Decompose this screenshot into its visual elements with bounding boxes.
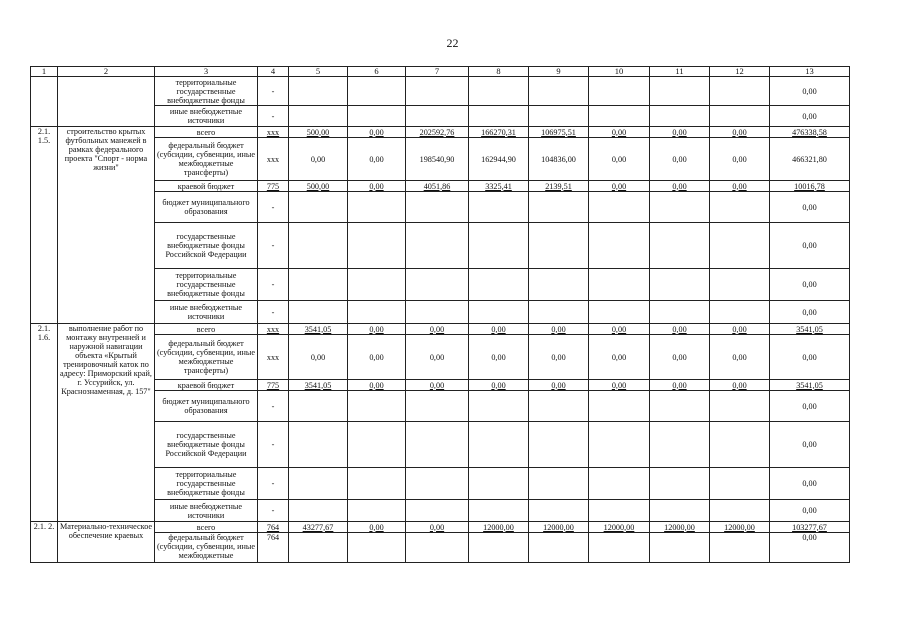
value-cell [469,223,529,269]
value-cell: 2139,51 [529,181,589,192]
funding-source-cell: бюджет муниципального образования [155,192,258,223]
value-cell [406,422,469,468]
funding-source-cell: территориальные государственные внебюджетные фонды [155,269,258,301]
value-cell: 0,00 [406,380,469,391]
row-number-cell: 2.1. 1.6. [31,324,58,522]
value-cell [406,77,469,106]
value-cell: 0,00 [589,335,650,380]
value-cell: 12000,00 [589,522,650,533]
value-cell [589,468,650,500]
funding-source-cell: федеральный бюджет (субсидии, субвенции, иные межбюджетные [155,533,258,563]
total-cell: 0,00 [770,269,850,301]
value-cell: 0,00 [710,181,770,192]
value-cell [469,468,529,500]
value-cell [710,192,770,223]
value-cell [406,500,469,522]
funding-source-cell: территориальные государственные внебюджетные фонды [155,468,258,500]
value-cell [589,106,650,127]
value-cell: 4051,86 [406,181,469,192]
total-cell: 466321,80 [770,138,850,181]
value-cell [529,192,589,223]
value-cell [710,77,770,106]
funding-source-cell: федеральный бюджет (субсидии, субвенции, иные межбюджетные трансферты) [155,138,258,181]
value-cell: 0,00 [710,138,770,181]
code-cell: - [258,269,289,301]
value-cell: 0,00 [529,335,589,380]
value-cell: 0,00 [650,127,710,138]
value-cell: 198540,90 [406,138,469,181]
value-cell: 0,00 [589,181,650,192]
row-number-cell: 2.1. 1.5. [31,127,58,324]
column-header: 2 [58,67,155,77]
value-cell [650,391,710,422]
value-cell: 43277,67 [289,522,348,533]
column-header: 9 [529,67,589,77]
code-cell: xxx [258,324,289,335]
value-cell: 166270,31 [469,127,529,138]
value-cell [406,269,469,301]
value-cell [650,301,710,324]
value-cell: 0,00 [589,127,650,138]
value-cell [529,269,589,301]
value-cell [289,106,348,127]
value-cell: 0,00 [289,335,348,380]
code-cell: - [258,468,289,500]
funding-source-cell: федеральный бюджет (субсидии, субвенции, иные межбюджетные трансферты) [155,335,258,380]
budget-table [30,66,850,563]
value-cell: 0,00 [710,324,770,335]
value-cell [650,533,710,563]
funding-source-cell: всего [155,522,258,533]
code-cell: 775 [258,181,289,192]
total-cell: 0,00 [770,192,850,223]
value-cell [406,533,469,563]
code-cell: - [258,500,289,522]
total-cell: 3541,05 [770,380,850,391]
value-cell [348,468,406,500]
value-cell [589,422,650,468]
value-cell [710,468,770,500]
value-cell: 0,00 [348,335,406,380]
measure-name-cell [58,77,155,127]
total-cell: 0,00 [770,77,850,106]
column-header: 6 [348,67,406,77]
value-cell [289,192,348,223]
total-cell: 103277,67 [770,522,850,533]
column-header: 8 [469,67,529,77]
value-cell [710,106,770,127]
value-cell [348,77,406,106]
value-cell: 0,00 [529,324,589,335]
table-row [31,324,850,335]
value-cell: 0,00 [348,380,406,391]
value-cell: 0,00 [710,127,770,138]
funding-source-cell: краевой бюджет [155,181,258,192]
value-cell [469,533,529,563]
value-cell [650,468,710,500]
value-cell: 0,00 [589,380,650,391]
code-cell: 764 [258,533,289,563]
value-cell [289,77,348,106]
value-cell [650,223,710,269]
value-cell [650,500,710,522]
total-cell: 476338,58 [770,127,850,138]
column-header: 5 [289,67,348,77]
table-row [31,127,850,138]
value-cell: 3541,05 [289,324,348,335]
value-cell [589,192,650,223]
measure-name-cell: строительство крытых футбольных манежей в рамках федерального проекта "Спорт - норма жизни" [58,127,155,324]
value-cell [406,391,469,422]
value-cell: 0,00 [710,380,770,391]
page-number: 22 [446,36,459,50]
value-cell [289,533,348,563]
value-cell [469,422,529,468]
value-cell: 0,00 [650,181,710,192]
column-header: 13 [770,67,850,77]
value-cell: 12000,00 [529,522,589,533]
total-cell: 10016,78 [770,181,850,192]
funding-source-cell: бюджет муниципального образования [155,391,258,422]
value-cell: 162944,90 [469,138,529,181]
value-cell [589,500,650,522]
value-cell [406,192,469,223]
value-cell [529,301,589,324]
value-cell [289,269,348,301]
column-header: 10 [589,67,650,77]
column-header: 11 [650,67,710,77]
value-cell [710,301,770,324]
funding-source-cell: иные внебюджетные источники [155,301,258,324]
code-cell: - [258,192,289,223]
header-row [31,67,850,77]
value-cell: 12000,00 [469,522,529,533]
value-cell [650,192,710,223]
code-cell: 764 [258,522,289,533]
value-cell: 0,00 [348,522,406,533]
funding-source-cell: всего [155,324,258,335]
value-cell [469,106,529,127]
value-cell [589,223,650,269]
code-cell: 775 [258,380,289,391]
value-cell [469,301,529,324]
value-cell [710,391,770,422]
total-cell: 3541,05 [770,324,850,335]
code-cell: - [258,223,289,269]
value-cell: 0,00 [589,324,650,335]
table-row [31,522,850,533]
code-cell: xxx [258,335,289,380]
funding-source-cell: государственные внебюджетные фонды Российской Федерации [155,223,258,269]
value-cell: 0,00 [348,324,406,335]
value-cell: 0,00 [469,380,529,391]
code-cell: - [258,391,289,422]
value-cell [650,269,710,301]
value-cell [469,500,529,522]
value-cell [348,533,406,563]
code-cell: - [258,77,289,106]
value-cell [348,223,406,269]
value-cell [348,500,406,522]
value-cell: 0,00 [529,380,589,391]
value-cell [650,106,710,127]
value-cell: 0,00 [650,324,710,335]
value-cell: 3325,41 [469,181,529,192]
value-cell [710,223,770,269]
total-cell: 0,00 [770,533,850,563]
value-cell: 0,00 [406,335,469,380]
code-cell: - [258,422,289,468]
measure-name-cell: выполнение работ по монтажу внутренней и наружной навигации объекта «Крытый тренировочный каток по адресу: Приморский край, г. Уссурийск, ул. Краснознаменная, д. 157" [58,324,155,522]
value-cell [289,500,348,522]
funding-source-cell: территориальные государственные внебюджетные фонды [155,77,258,106]
value-cell [289,468,348,500]
value-cell [289,301,348,324]
value-cell: 0,00 [348,127,406,138]
funding-source-cell: краевой бюджет [155,380,258,391]
total-cell: 0,00 [770,301,850,324]
value-cell [650,422,710,468]
value-cell [289,422,348,468]
value-cell: 106975,51 [529,127,589,138]
code-cell: xxx [258,138,289,181]
value-cell [589,269,650,301]
total-cell: 0,00 [770,391,850,422]
value-cell: 12000,00 [710,522,770,533]
value-cell [406,106,469,127]
value-cell [289,391,348,422]
code-cell: - [258,301,289,324]
value-cell [529,106,589,127]
value-cell [710,269,770,301]
value-cell [469,192,529,223]
value-cell [406,301,469,324]
total-cell: 0,00 [770,468,850,500]
value-cell [710,533,770,563]
funding-source-cell: иные внебюджетные источники [155,500,258,522]
value-cell: 0,00 [650,380,710,391]
code-cell: xxx [258,127,289,138]
column-header: 4 [258,67,289,77]
value-cell: 0,00 [406,522,469,533]
budget-table-body [31,67,850,563]
value-cell [469,77,529,106]
value-cell [650,77,710,106]
total-cell: 0,00 [770,223,850,269]
value-cell: 0,00 [289,138,348,181]
value-cell [348,192,406,223]
value-cell: 0,00 [406,324,469,335]
value-cell: 0,00 [469,324,529,335]
column-header: 12 [710,67,770,77]
value-cell: 104836,00 [529,138,589,181]
column-header: 7 [406,67,469,77]
value-cell [589,301,650,324]
value-cell [589,533,650,563]
value-cell [289,223,348,269]
value-cell [589,391,650,422]
value-cell [469,391,529,422]
value-cell [529,223,589,269]
value-cell: 12000,00 [650,522,710,533]
column-header: 3 [155,67,258,77]
value-cell: 0,00 [469,335,529,380]
value-cell [348,269,406,301]
column-header: 1 [31,67,58,77]
value-cell [348,422,406,468]
value-cell: 0,00 [650,335,710,380]
value-cell: 202592,76 [406,127,469,138]
row-number-cell: 2.1. 2. [31,522,58,563]
value-cell: 0,00 [348,181,406,192]
row-number-cell [31,77,58,127]
table-row [31,77,850,106]
code-cell: - [258,106,289,127]
total-cell: 0,00 [770,106,850,127]
value-cell [529,77,589,106]
value-cell: 500,00 [289,181,348,192]
value-cell [589,77,650,106]
value-cell: 500,00 [289,127,348,138]
value-cell [710,422,770,468]
value-cell: 0,00 [650,138,710,181]
funding-source-cell: государственные внебюджетные фонды Российской Федерации [155,422,258,468]
measure-name-cell: Материально-техническое обеспечение краевых [58,522,155,563]
value-cell [348,301,406,324]
value-cell [529,422,589,468]
funding-source-cell: иные внебюджетные источники [155,106,258,127]
value-cell [529,533,589,563]
value-cell [710,500,770,522]
value-cell [406,223,469,269]
value-cell [529,500,589,522]
value-cell [469,269,529,301]
value-cell [406,468,469,500]
value-cell: 3541,05 [289,380,348,391]
value-cell [529,391,589,422]
value-cell [348,391,406,422]
total-cell: 0,00 [770,500,850,522]
total-cell: 0,00 [770,335,850,380]
funding-source-cell: всего [155,127,258,138]
value-cell [348,106,406,127]
value-cell: 0,00 [710,335,770,380]
value-cell: 0,00 [589,138,650,181]
value-cell: 0,00 [348,138,406,181]
total-cell: 0,00 [770,422,850,468]
value-cell [529,468,589,500]
